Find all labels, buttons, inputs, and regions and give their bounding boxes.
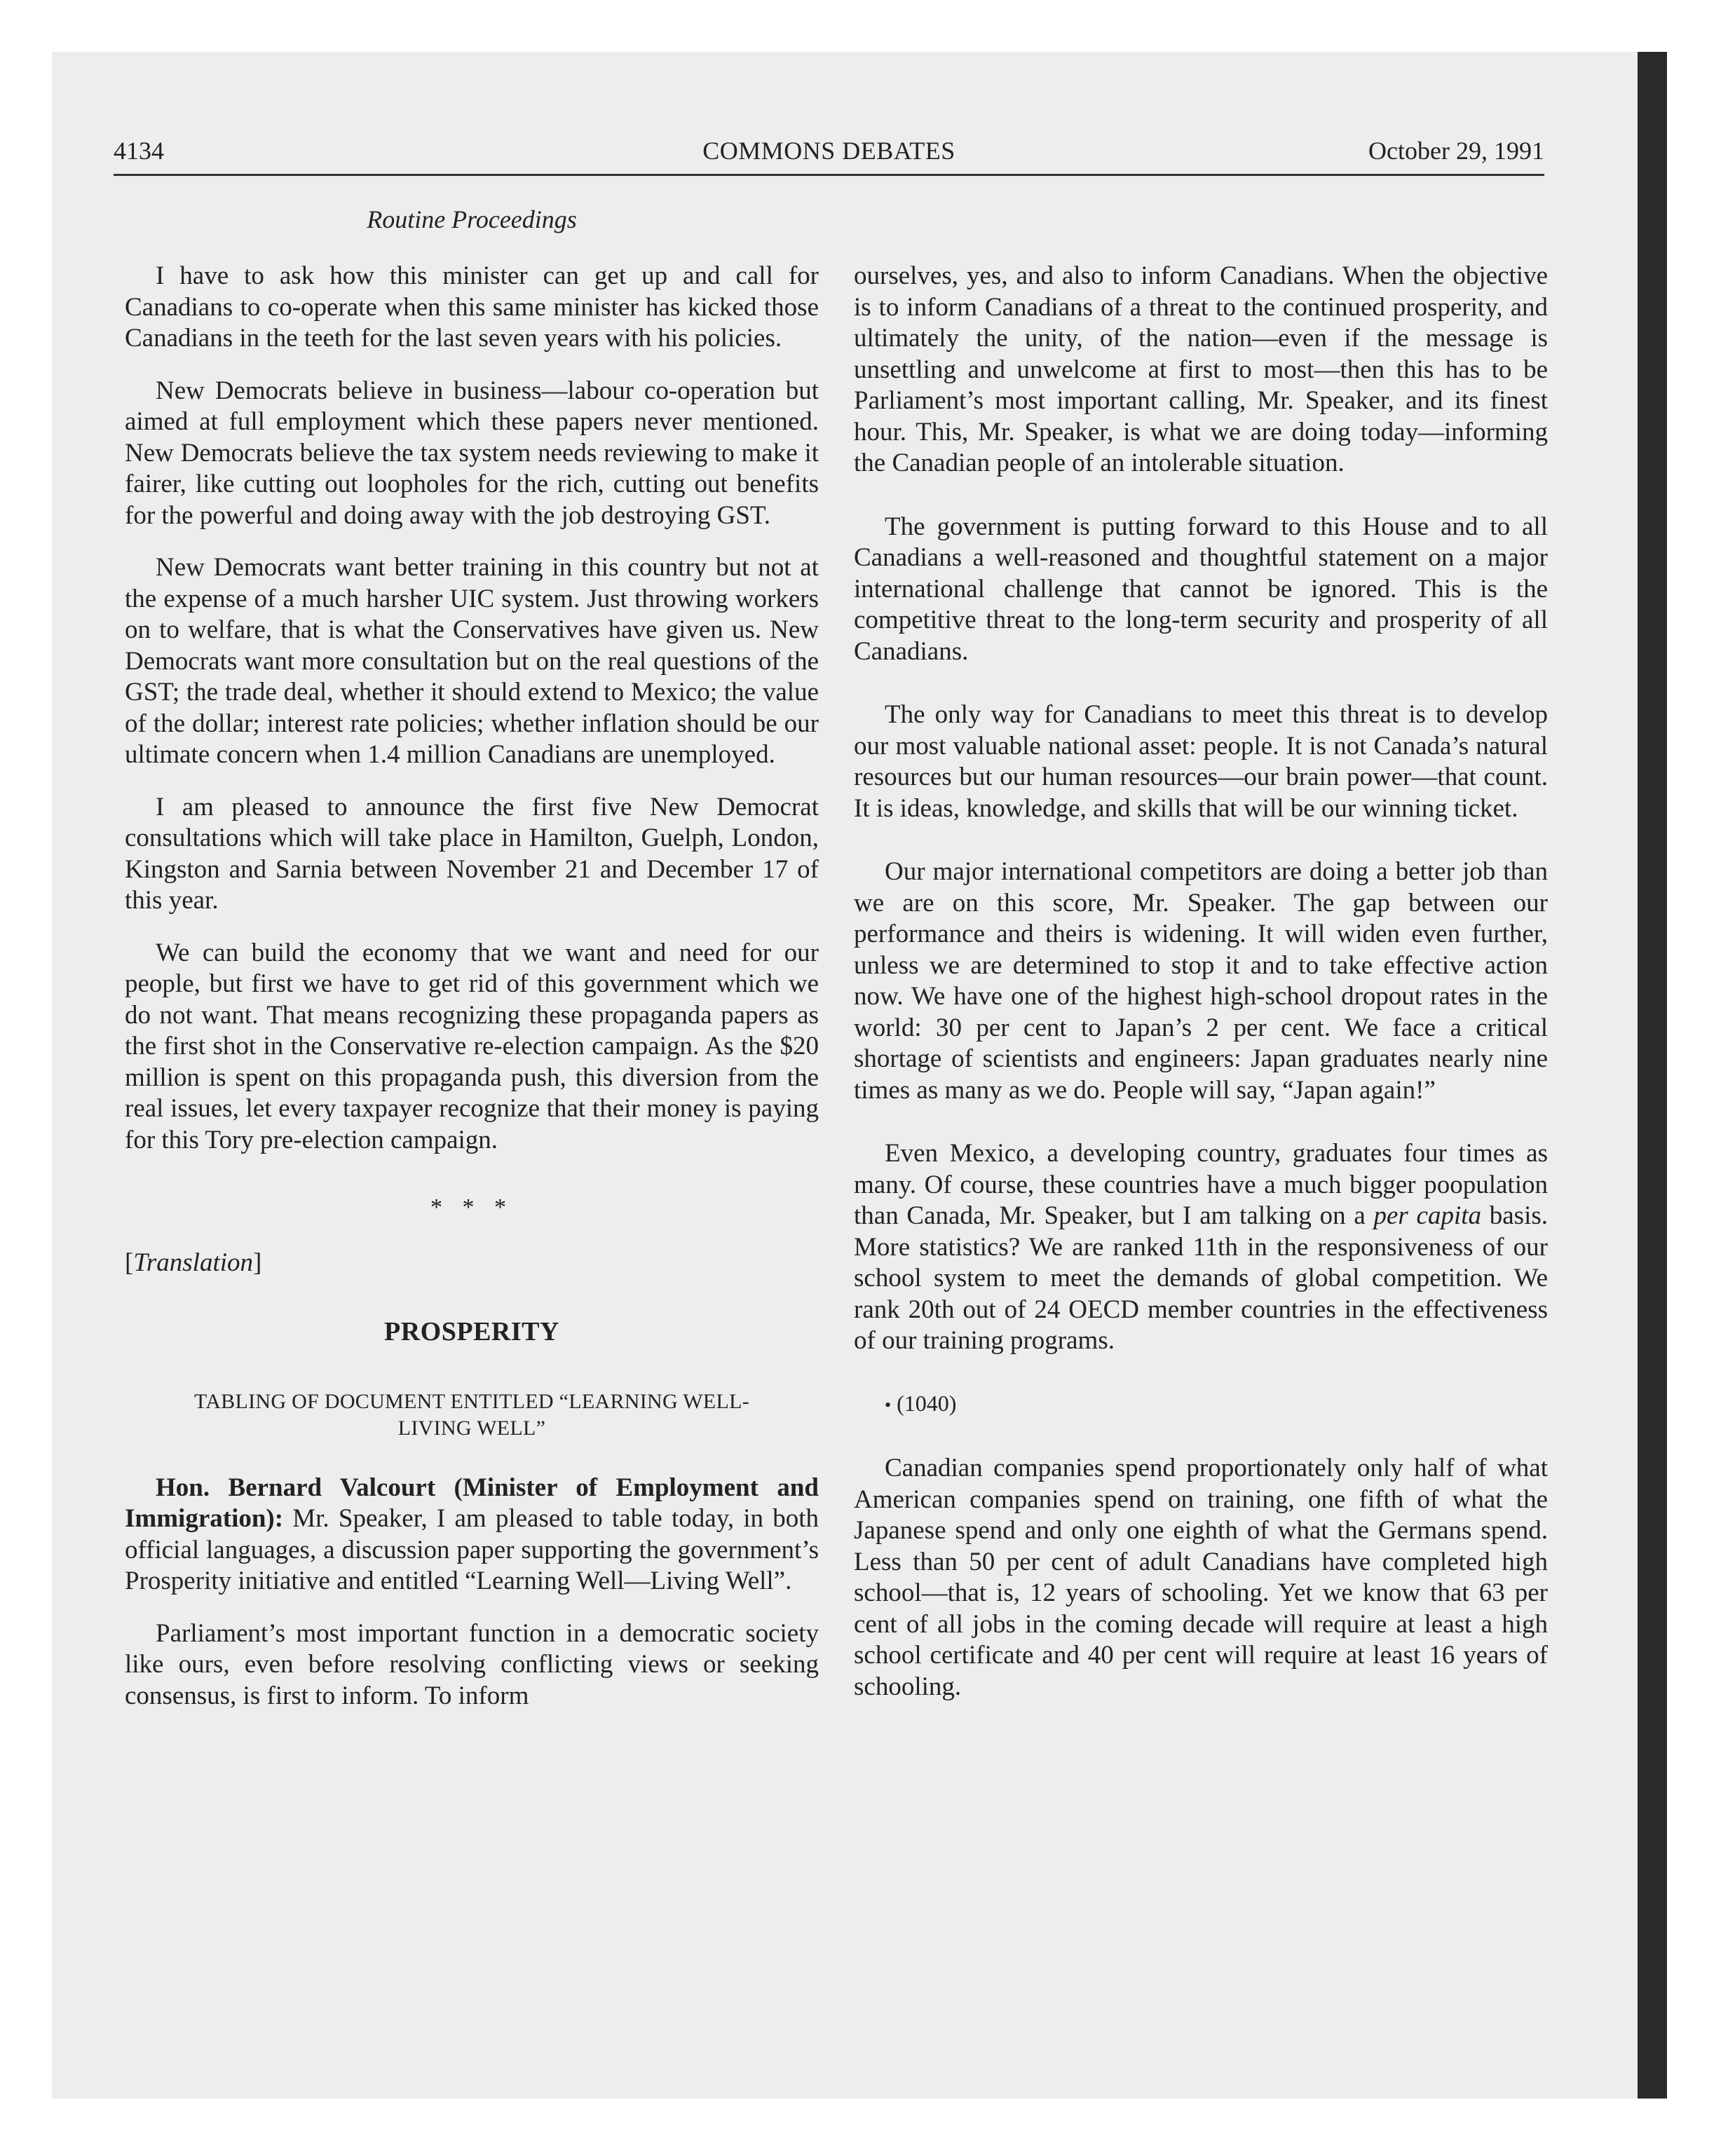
paragraph: New Democrats believe in business—labour co-operation but aimed at full employment which these papers never mentioned. New Democrats believe the tax system needs reviewing to make it fairer, like cutting out loopholes for the rich, cutting out benefits for the powerful and doing away with the job destroying GST.: [125, 376, 819, 530]
speaker-name: Hon. Bernard Valcourt (Minister of Employment and Immigration):: [125, 1473, 819, 1533]
section-subheading: TABLING OF DOCUMENT ENTITLED “LEARNING WELL-LIVING WELL”: [193, 1389, 750, 1440]
italic-phrase: per capita: [1373, 1201, 1482, 1230]
scan-edge-shadow: [1638, 52, 1667, 2099]
paragraph-text-start: Even Mexico, a developing country, graduates four times as many. Of course, these countries have a much bigger poopulation than Canada, Mr. Speaker, but I am talking on a: [854, 1139, 1548, 1230]
section-heading: PROSPERITY: [384, 1317, 559, 1346]
header-rule: [114, 174, 1544, 176]
section-label: Routine Proceedings: [367, 205, 577, 233]
paragraph: The government is putting forward to this House and to all Canadians a well-reasoned and thoughtful statement on a major international challenge that cannot be ignored. This is the competitive threat to the long-term security and prosperity of all Canadians.: [854, 512, 1548, 666]
bracket-open: [: [125, 1248, 134, 1277]
paragraph: Parliament’s most important function in a democratic society like ours, even before resolving conflicting views or seeking consensus, is first to inform. To inform: [125, 1618, 819, 1710]
time-marker: [854, 1388, 1548, 1421]
speaker-paragraph: [125, 1473, 819, 1597]
paragraph: [854, 1138, 1548, 1357]
paragraph: ourselves, yes, and also to inform Canadians. When the objective is to inform Canadians of a threat to the continued prosperity, and ultimately the unity, of the nation—even if the message is unsettling and unwelcome at first to most—then this has to be Parliament’s most important calling, Mr. Speaker, and its finest hour. This, Mr. Speaker, is what we are doing today—informing the Canadian people of an intolerable situation.: [854, 261, 1548, 477]
page-header: [114, 132, 1544, 171]
translation-tag: [125, 1248, 819, 1279]
publication-title: COMMONS DEBATES: [702, 137, 955, 165]
bullet-icon: •: [885, 1394, 892, 1415]
publication-date: October 29, 1991: [1368, 137, 1544, 165]
paragraph: The only way for Canadians to meet this threat is to develop our most valuable national asset: people. It is not Canada’s natural resources but our human resources—our brain power—that count. It is ideas, knowledge, and skills that will be our winning ticket.: [854, 700, 1548, 823]
paragraph-text-end: basis. More statistics? We are ranked 11th in the responsiveness of our school system to meet the demands of global competition. We rank 20th out of 24 OECD member countries in the effectiveness of our training programs.: [854, 1201, 1549, 1355]
time-marker-text: (1040): [897, 1390, 957, 1416]
left-column: [125, 261, 819, 1712]
paragraph: I have to ask how this minister can get up and call for Canadians to co-operate when this same minister has kicked those Canadians in the teeth for the last seven years with his policies.: [125, 261, 819, 353]
paragraph: We can build the economy that we want and need for our people, but first we have to get rid of this government which we do not want. That means recognizing these propaganda papers as the first shot in the Conservative re-election campaign. As the $20 million is spent on this propaganda push, this diversion from the real issues, let every taxpayer recognize that their money is paying for this Tory pre-election campaign.: [125, 938, 819, 1154]
translation-word: Translation: [133, 1248, 254, 1277]
paragraph: Our major international competitors are doing a better job than we are on this score, Mr. Speaker. The gap between our performance and theirs is widening. It will widen even further, unless we are determined to stop it and to take effective action now. We have one of the highest high-school dropout rates in the world: 30 per cent to Japan’s 2 per cent. We face a critical shortage of scientists and engineers: Japan graduates nearly nine times as many as we do. People will say, “Japan again!”: [854, 857, 1548, 1105]
paragraph: New Democrats want better training in this country but not at the expense of a much harsher UIC system. Just throwing workers on to welfare, that is what the Conservatives have given us. New Democrats want more consultation but on the real questions of the GST; the trade deal, whether it should extend to Mexico; the value of the dollar; interest rate policies; whether inflation should be our ultimate concern when 1.4 million Canadians are unemployed.: [125, 553, 819, 769]
paragraph: I am pleased to announce the first five New Democrat consultations which will take place in Hamilton, Guelph, London, Kingston and Sarnia between November 21 and December 17 of this year.: [125, 792, 819, 915]
bracket-close: ]: [253, 1248, 262, 1277]
section-separator: * * *: [430, 1194, 513, 1220]
page-number: 4134: [114, 137, 164, 165]
right-column: [854, 261, 1548, 1703]
speaker-text: Mr. Speaker, I am pleased to table today, in both official languages, a discussion paper supporting the government’s Prosperity initiative and entitled “Learning Well—Living Well”.: [125, 1504, 819, 1595]
paragraph: Canadian companies spend proportionately only half of what American companies spend on training, one fifth of what the Japanese spend and only one eighth of what the Germans spend. Less than 50 per cent of adult Canadians have completed high school—that is, 12 years of schooling. Yet we know that 63 per cent of all jobs in the coming decade will require at least a high school certificate and 40 per cent will require at least 16 years of schooling.: [854, 1454, 1548, 1701]
